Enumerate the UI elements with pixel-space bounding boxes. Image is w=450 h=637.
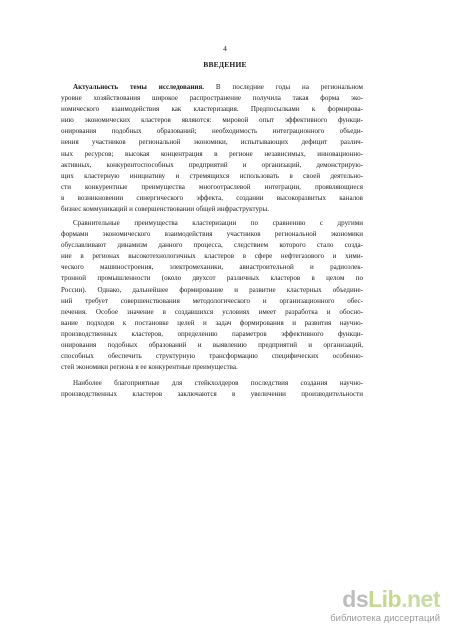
paragraph-line: сти конкурентные преимущества многоотраслевой интеграции, проявляющиеся [61,182,363,191]
paragraph-stakeholders [61,378,363,400]
paragraph-relevance [61,82,363,215]
paragraph-line: нию экономических кластеров являются: мировой опыт эффективного функци- [61,116,363,125]
paragraph-advantages [61,218,363,373]
paragraph-line: обуславливают динамизм данного процесса, следствием которого стало созда- [61,241,363,250]
paragraph-line: вание подходов к постановке целей и задач формирования и развития научно- [61,318,363,327]
logo-part: ds [342,586,369,612]
paragraph-line: онирования подобных образований; необходимость интеграционного объеди- [61,127,363,136]
paragraph-line: щих кластерную инициативу и стремящихся использовать в своей деятельно- [61,171,363,180]
section-heading: ВВЕДЕНИЕ [203,60,247,69]
paragraph-line: стей экономики региона в ее конкурентные преимущества. [61,363,238,372]
paragraph-line: формами экономического взаимодействия участников региональной экономики [61,230,363,239]
paragraph-line: ческого машиностроения, электромеханики, авиастроительной и радиоэлек- [61,263,363,272]
paragraph-line: производственных кластеров заключаются в увеличении производительности [61,390,363,399]
dslib-logo [342,586,440,613]
paragraph-line: номического взаимодействия как кластеризация. Предпосылками к формирова- [61,105,363,114]
logo-part: Lib [368,586,402,612]
dslib-watermark [312,586,444,630]
paragraph-line: ние в регионах высокотехнологичных кластеров в сфере нефтегазового и хими- [61,252,363,261]
paragraph-line: бизнес коммуникаций и совершенствовании общей инфраструктуры. [61,205,270,214]
paragraph-line: онирования подобных образований и выявлению предприятий и организаций, [61,341,363,350]
paragraph-line: в возникновении синергического эффекта, создании высокоразвитых каналов [61,193,363,202]
paragraph-line: уровне хозяйствования широкое распространение получила такая форма эко- [61,94,363,103]
paragraph-line: производственных кластеров, определению параметров эффективного функци- [61,329,363,338]
watermark-tagline: библиотека диссертаций [330,613,440,624]
paragraph-line: тронной промышленности (около двухсот различных кластеров в целом по [61,274,363,283]
paragraph-line: Наиболее благоприятные для стейкхолдеров последствия создания научно- [73,379,363,387]
paragraph-line: ных ресурсов; высокая концентрация в регионе независимых, инновационно- [61,149,363,158]
paragraph-line: Сравнительные преимущества кластеризации по сравнению с другими [73,219,363,227]
logo-part: .net [401,586,440,612]
paragraph-line: способных обеспечить структурную трансформацию специфических особенно- [61,352,363,361]
paragraph-line: печения. Особое значение в создавшихся условиях имеет разработка и обосно- [61,307,363,316]
paragraph-line [61,82,363,93]
line-text: В последние годы на региональном [204,83,363,91]
page-number: 4 [223,44,227,53]
paragraph-line: активных, конкурентоспособных предприятий и организаций, демонстрирую- [61,160,363,169]
paragraph-line: нения участников региональной экономики, испытывающих дефицит различ- [61,138,363,147]
paragraph-line: ний требует совершенствования методологического и организационного обес- [61,296,363,305]
lead-phrase: Актуальность темы исследования. [73,83,205,91]
paragraph-line: России). Однако, дальнейшее формирование и развитие кластерных объедине- [61,285,363,294]
